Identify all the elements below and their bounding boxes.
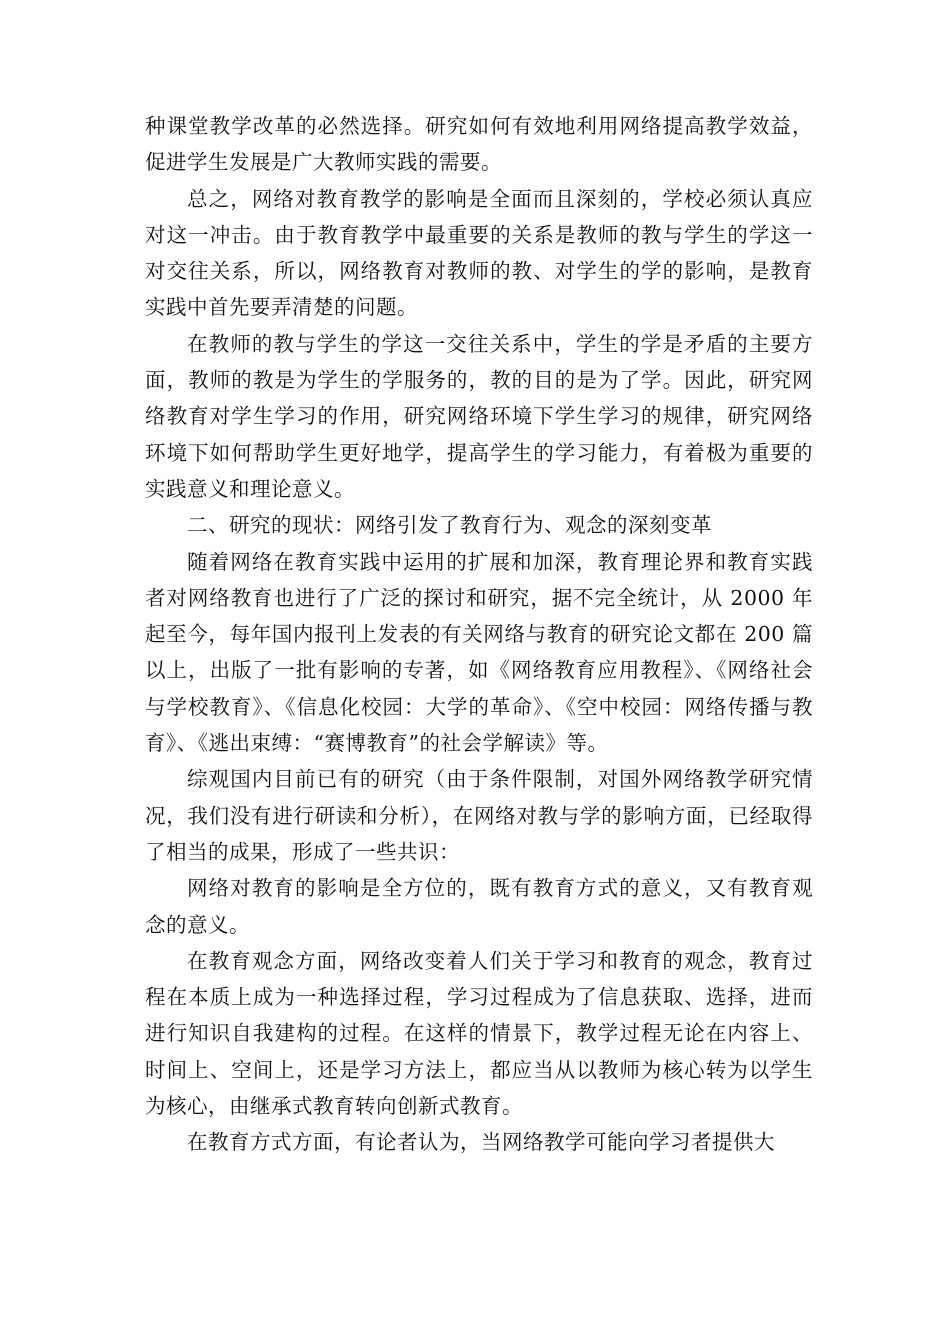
paragraph-education-concept: 在教育观念方面，网络改变着人们关于学习和教育的观念，教育过程在本质上成为一种选择过程，学习过程成为了信息获取、选择，进而进行知识自我建构的过程。在这样的情景下，教学过程无论在内容上、时间上、空间上，还是学习方法上，都应当从以教师为核心转为以学生为核心，由继承式教育转向创新式教育。 <box>145 948 813 1119</box>
paragraph-teacher-student-relation: 在教师的教与学生的学这一交往关系中，学生的学是矛盾的主要方面，教师的教是为学生的学服务的，教的目的是为了学。因此，研究网络教育对学生学习的作用，研究网络环境下学生学习的规律，研究网络环境下如何帮助学生更好地学，提高学生的学习能力，有着极为重要的实践意义和理论意义。 <box>145 331 813 501</box>
paragraph-continuation: 种课堂教学改革的必然选择。研究如何有效地利用网络提高教学效益，促进学生发展是广大教师实践的需要。 <box>145 114 813 175</box>
paragraph-domestic-research: 综观国内目前已有的研究（由于条件限制，对国外网络教学研究情况，我们没有进行研读和分析），在网络对教与学的影响方面，已经取得了相当的成果，形成了一些共识： <box>145 767 813 864</box>
section-heading-research-status: 二、研究的现状：网络引发了教育行为、观念的深刻变革 <box>187 513 712 538</box>
paragraph-research-overview: 随着网络在教育实践中运用的扩展和加深，教育理论界和教育实践者对网络教育也进行了广泛的探讨和研究，据不完全统计，从 2000 年起至今，每年国内报刊上发表的有关网络与教育的研究论文都在 200 篇以上，出版了一批有影响的专著，如《网络教育应用教程》、《网络社会与学校教育》、《信息化校园：大学的革命》、《空中校园：网络传播与教育》、《逃出束缚：“赛博教育”的社会学解读》等。 <box>145 549 813 756</box>
paragraph-summary: 总之，网络对教育教学的影响是全面而且深刻的，学校必须认真应对这一冲击。由于教育教学中最重要的关系是教师的教与学生的学这一对交往关系，所以，网络教育对教师的教、对学生的学的影响，是教育实践中首先要弄清楚的问题。 <box>145 186 813 320</box>
paragraph-network-impact: 网络对教育的影响是全方位的，既有教育方式的意义，又有教育观念的意义。 <box>145 876 813 937</box>
document-body <box>145 108 813 1161</box>
paragraph-education-method: 在教育方式方面，有论者认为，当网络教学可能向学习者提供大 <box>187 1130 775 1155</box>
